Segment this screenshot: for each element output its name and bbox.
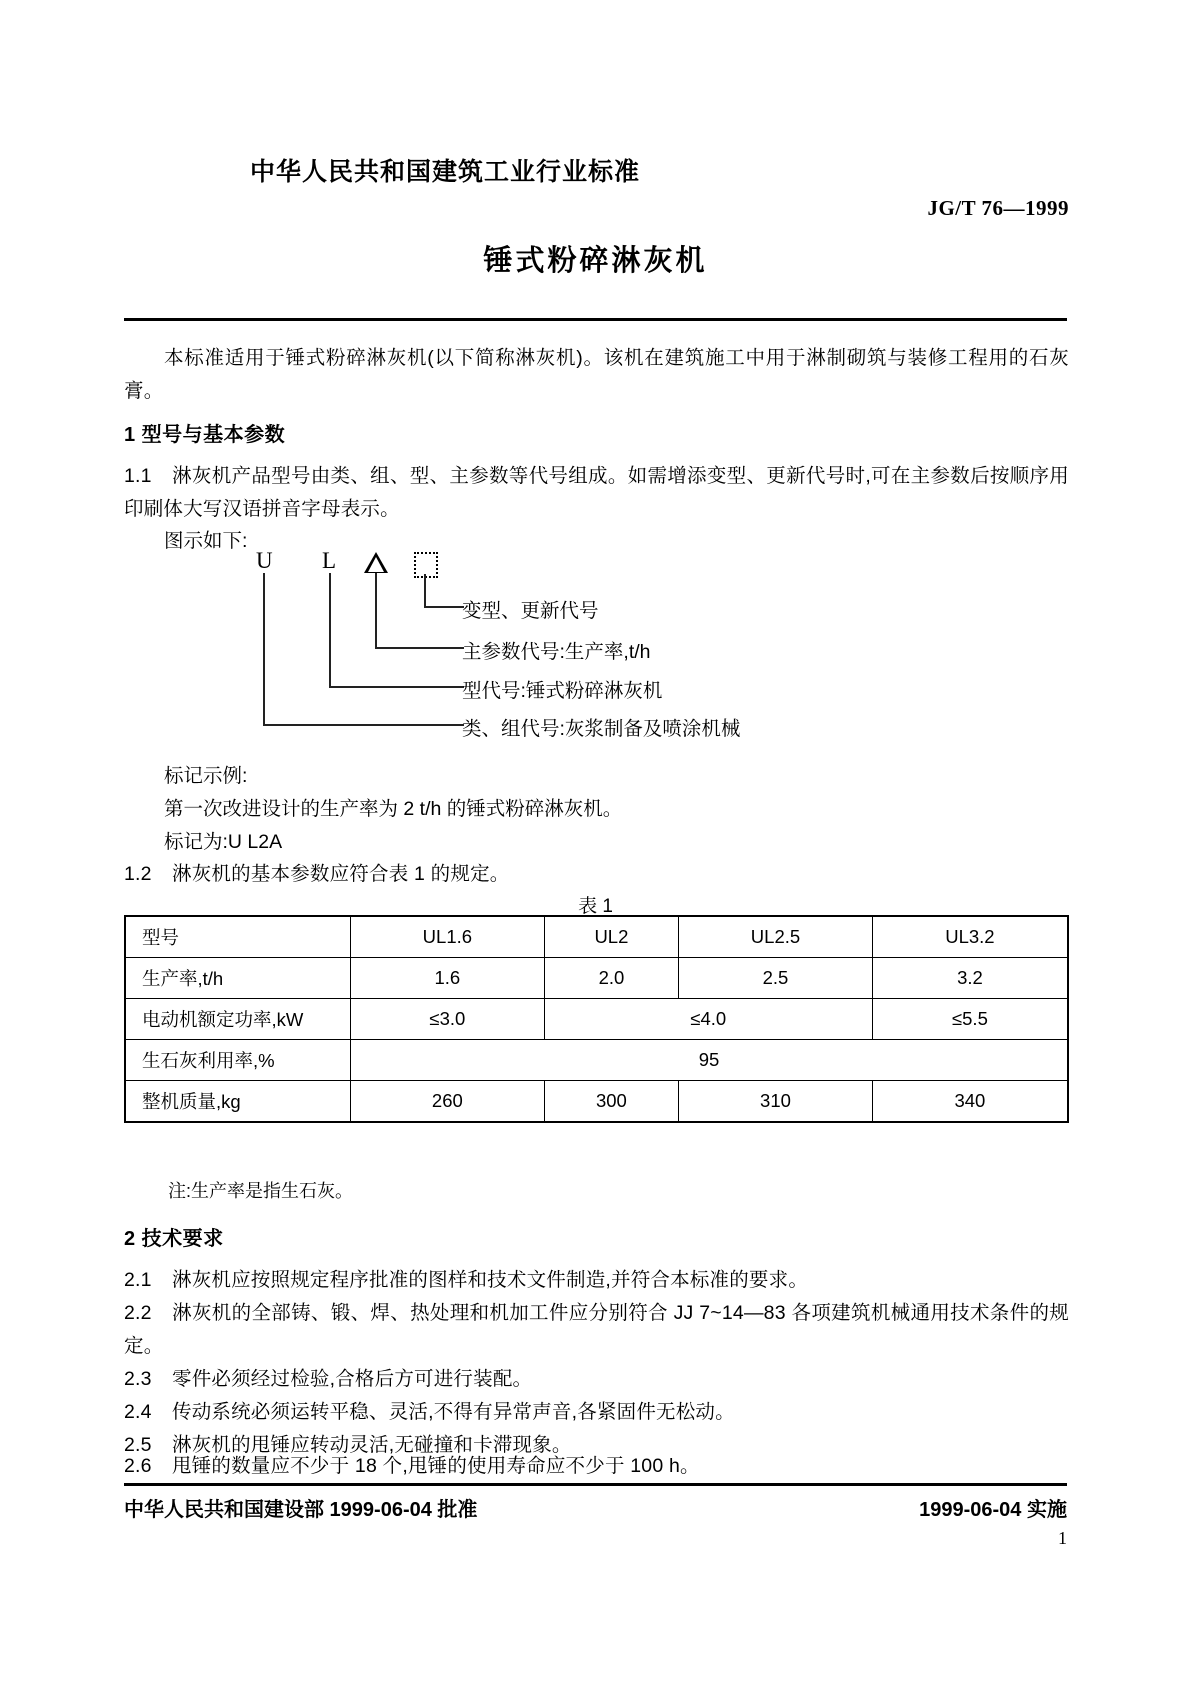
table-note: 注:生产率是指生石灰。 — [168, 1181, 353, 1201]
clause-2-2-number: 2.2 — [124, 1302, 152, 1324]
designation-symbol-variant-box — [414, 552, 438, 578]
table-row-label: 生产率,t/h — [125, 958, 351, 999]
diagram-intro: 图示如下: — [164, 530, 248, 552]
table-caption: 表 1 — [578, 896, 613, 917]
document-title: 锤式粉碎淋灰机 — [483, 245, 708, 277]
model-designation-diagram — [124, 540, 1069, 750]
designation-symbol-type: L — [322, 548, 337, 573]
table-row — [125, 1040, 1068, 1081]
header-divider — [124, 318, 1067, 321]
clause-2-6 — [124, 1450, 1069, 1483]
clause-2-1-text: 淋灰机应按照规定程序批准的图样和技术文件制造,并符合本标准的要求。 — [172, 1269, 809, 1291]
leader-line-main-param-horizontal — [375, 647, 464, 649]
clause-2-2-text: 淋灰机的全部铸、锻、焊、热处理和机加工件应分别符合 JJ 7~14—83 各项建筑机械通用技术条件的规定。 — [124, 1302, 1069, 1357]
table-cell: 95 — [351, 1040, 1069, 1081]
clause-2-4-text: 传动系统必须运转平稳、灵活,不得有异常声音,各紧固件无松动。 — [172, 1401, 735, 1423]
table-cell: 2.0 — [544, 958, 678, 999]
clause-1-2 — [124, 858, 509, 891]
table-header-cell: 型号 — [125, 916, 351, 958]
leader-line-class-group-horizontal — [263, 724, 464, 726]
clause-2-4-number: 2.4 — [124, 1401, 152, 1423]
clause-2-1-number: 2.1 — [124, 1269, 152, 1291]
table-cell: 260 — [351, 1081, 545, 1123]
designation-label-class-group: 类、组代号:灰浆制备及喷涂机械 — [462, 718, 741, 740]
standard-organization: 中华人民共和国建筑工业行业标准 — [250, 158, 641, 186]
table-cell: 340 — [872, 1081, 1068, 1123]
table-cell: ≤5.5 — [872, 999, 1068, 1040]
table-cell: 300 — [544, 1081, 678, 1123]
footer-divider — [124, 1483, 1067, 1486]
marking-example-description: 第一次改进设计的生产率为 2 t/h 的锤式粉碎淋灰机。 — [164, 798, 623, 820]
table-header-cell: UL2.5 — [679, 916, 873, 958]
leader-line-variant-vertical — [424, 574, 426, 607]
table-row — [125, 958, 1068, 999]
table-header-cell: UL1.6 — [351, 916, 545, 958]
table-row-label: 整机质量,kg — [125, 1081, 351, 1123]
table-cell: 2.5 — [679, 958, 873, 999]
table-cell: 1.6 — [351, 958, 545, 999]
leader-line-main-param-vertical — [375, 573, 377, 648]
clause-1-2-number: 1.2 — [124, 863, 152, 885]
leader-line-class-group-vertical — [263, 573, 265, 725]
page-number: 1 — [1058, 1528, 1067, 1548]
designation-symbol-main-param-triangle — [364, 552, 388, 573]
section-1-heading: 1 型号与基本参数 — [124, 424, 286, 446]
clause-2-3-text: 零件必须经过检验,合格后方可进行装配。 — [172, 1368, 533, 1390]
table-cell: ≤4.0 — [544, 999, 872, 1040]
leader-line-type-horizontal — [329, 686, 464, 688]
table-cell: 310 — [679, 1081, 873, 1123]
marking-example-title: 标记示例: — [164, 765, 248, 787]
designation-label-main-param: 主参数代号:生产率,t/h — [462, 641, 651, 663]
clause-2-6-text: 甩锤的数量应不少于 18 个,甩锤的使用寿命应不少于 100 h。 — [172, 1455, 700, 1477]
parameters-table — [124, 915, 1069, 1123]
clause-1-1 — [124, 460, 1069, 526]
designation-label-type: 型代号:锤式粉碎淋灰机 — [462, 680, 663, 702]
clause-2-6-number: 2.6 — [124, 1455, 152, 1477]
clause-2-1 — [124, 1264, 1069, 1297]
standard-number: JG/T 76—1999 — [927, 196, 1069, 220]
footer-implementation: 1999-06-04 实施 — [919, 1499, 1067, 1521]
marking-example-code: 标记为:U L2A — [164, 831, 283, 853]
footer-approval: 中华人民共和国建设部 1999-06-04 批准 — [124, 1499, 478, 1521]
table-row — [125, 999, 1068, 1040]
clause-2-2 — [124, 1297, 1069, 1363]
table-row-label: 电动机额定功率,kW — [125, 999, 351, 1040]
clause-1-1-number: 1.1 — [124, 465, 152, 487]
clause-2-3-number: 2.3 — [124, 1368, 152, 1390]
table-header-cell: UL3.2 — [872, 916, 1068, 958]
clause-1-2-text: 淋灰机的基本参数应符合表 1 的规定。 — [172, 863, 510, 885]
clause-2-4 — [124, 1396, 1069, 1429]
clause-2-5-text: 淋灰机的甩锤应转动灵活,无碰撞和卡滞现象。 — [172, 1434, 572, 1456]
table-header-row — [125, 916, 1068, 958]
table-cell: ≤3.0 — [351, 999, 545, 1040]
clause-2-3 — [124, 1363, 1069, 1396]
table-row — [125, 1081, 1068, 1123]
clause-1-1-text: 淋灰机产品型号由类、组、型、主参数等代号组成。如需增添变型、更新代号时,可在主参数后按顺序用印刷体大写汉语拼音字母表示。 — [124, 465, 1069, 520]
table-header-cell: UL2 — [544, 916, 678, 958]
scope-paragraph: 本标准适用于锤式粉碎淋灰机(以下简称淋灰机)。该机在建筑施工中用于淋制砌筑与装修工程用的石灰膏。 — [124, 347, 1069, 402]
section-2-heading: 2 技术要求 — [124, 1228, 224, 1250]
designation-symbol-class-group: U — [256, 548, 273, 573]
table-cell: 3.2 — [872, 958, 1068, 999]
clause-2-5-number: 2.5 — [124, 1434, 152, 1456]
leader-line-type-vertical — [329, 573, 331, 687]
table-row-label: 生石灰利用率,% — [125, 1040, 351, 1081]
leader-line-variant-horizontal — [424, 606, 464, 608]
designation-label-variant: 变型、更新代号 — [462, 600, 599, 622]
